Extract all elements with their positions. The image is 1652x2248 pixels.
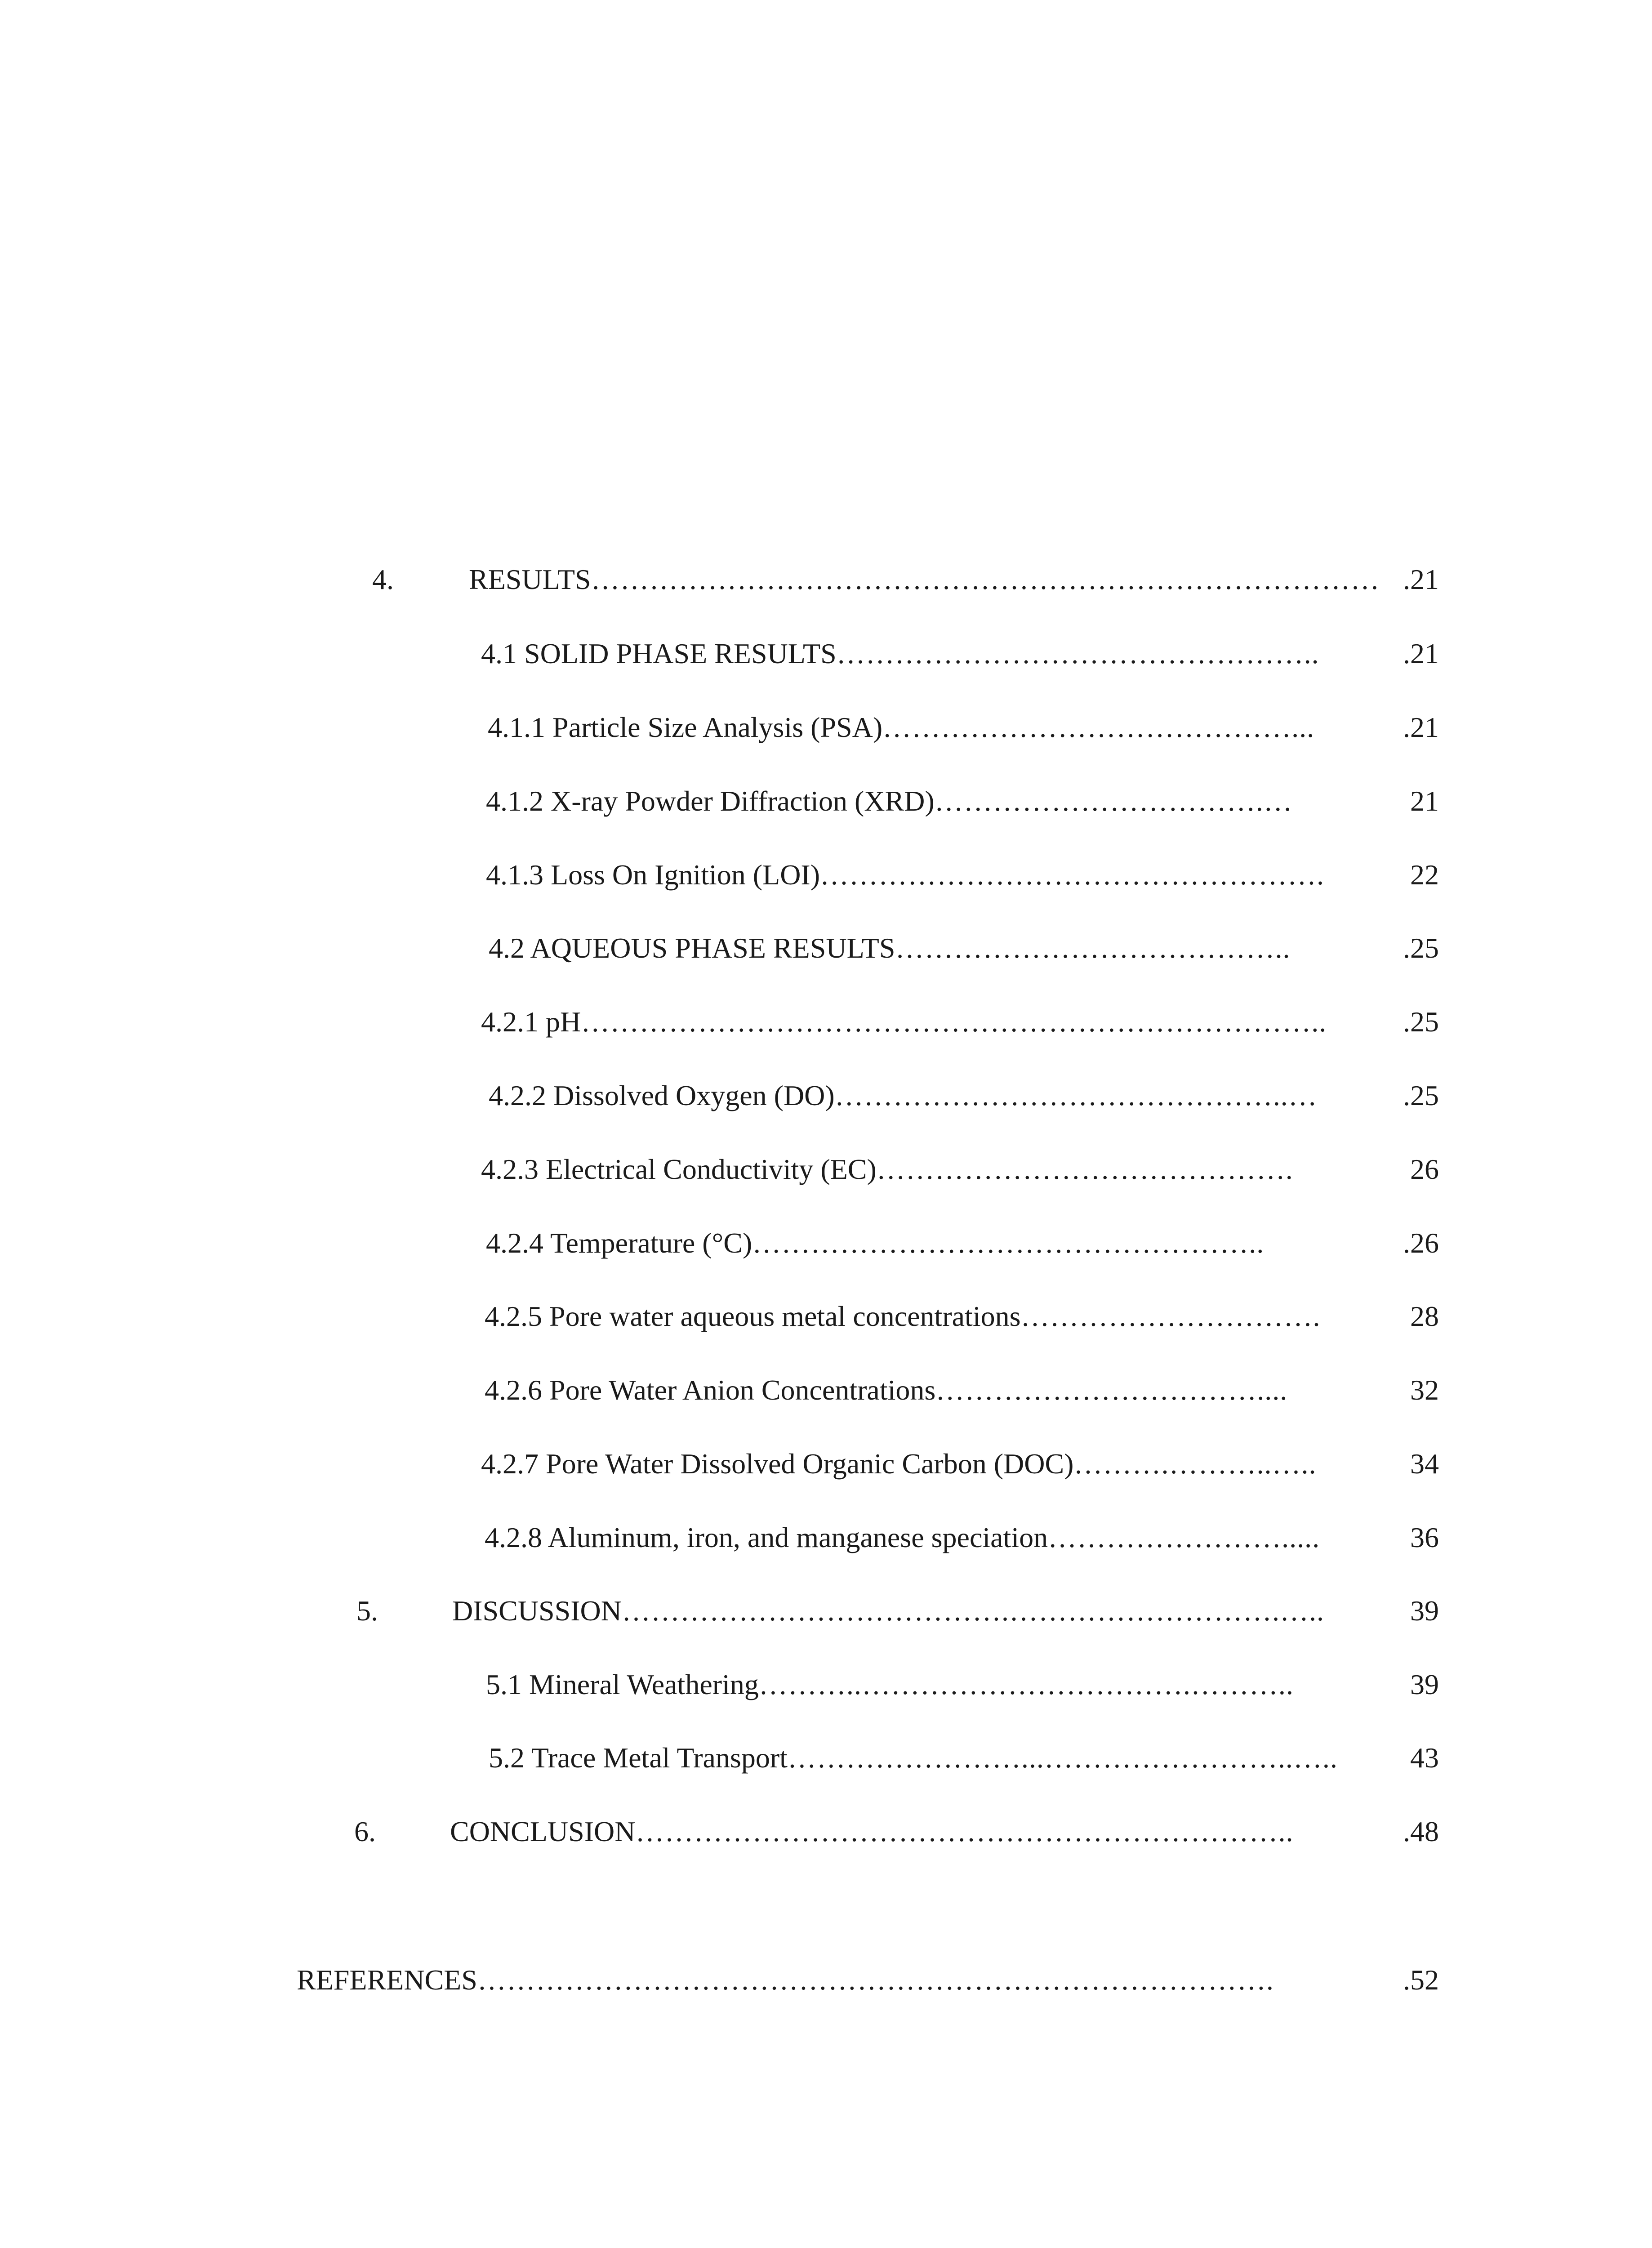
toc-entry-label: 4.2.4 Temperature (°C)	[486, 1227, 753, 1259]
toc-entry-aqueous-phase-results	[489, 930, 1439, 966]
toc-entry-label: 4.1.3 Loss On Ignition (LOI)	[486, 859, 820, 891]
toc-leader-dots: ……….………..…..	[1073, 1448, 1317, 1480]
toc-entry-label: 4.1 SOLID PHASE RESULTS	[481, 638, 837, 669]
toc-entry-loss-on-ignition	[486, 857, 1439, 893]
toc-leader-dots: ……………………...……………………..…..	[787, 1742, 1338, 1774]
toc-entry-number: 6.	[354, 1815, 376, 1847]
toc-entry-label: 4.2.5 Pore water aqueous metal concentrations	[485, 1300, 1021, 1332]
toc-leader-dots: ………..…………………………….………..	[758, 1668, 1294, 1700]
toc-page-number: .52	[1403, 1964, 1439, 1996]
toc-entry-label: 4.2.8 Aluminum, iron, and manganese speciation	[485, 1521, 1048, 1553]
toc-leader-dots: ……………………………………………………………………….	[477, 1964, 1274, 1996]
toc-page-number: .25	[1403, 1006, 1439, 1038]
toc-leader-dots: ……………………………………………..	[752, 1227, 1265, 1259]
toc-page-number: .26	[1403, 1227, 1439, 1259]
toc-entry-label: DISCUSSION	[452, 1595, 622, 1627]
toc-entry-pore-water-anion-concentrations	[485, 1372, 1439, 1408]
toc-leader-dots: …………………………………………..	[836, 638, 1319, 669]
toc-leader-dots: ………………………………………………………………………	[591, 563, 1380, 595]
toc-entry-particle-size-analysis	[488, 709, 1439, 745]
toc-page-number: .21	[1403, 711, 1439, 743]
toc-page-number: 21	[1410, 785, 1439, 817]
toc-leader-dots: ………………………………….……………………….…..	[621, 1595, 1324, 1627]
toc-leader-dots: ………………………….	[1020, 1300, 1321, 1332]
toc-page-number: 39	[1410, 1595, 1439, 1627]
toc-page-number: 26	[1410, 1153, 1439, 1185]
toc-entry-label: RESULTS	[469, 563, 591, 595]
toc-entry-label: 4.2.3 Electrical Conductivity (EC)	[481, 1153, 877, 1185]
toc-leader-dots: ……………………………....	[935, 1374, 1288, 1406]
toc-leader-dots: …………………………………………………………..	[635, 1815, 1294, 1847]
toc-leader-dots: …………………………………..	[895, 932, 1291, 964]
toc-entry-dissolved-organic-carbon	[481, 1446, 1439, 1482]
toc-leader-dots: …………………………………………………………………..	[581, 1006, 1327, 1038]
toc-entry-label: 4.2.2 Dissolved Oxygen (DO)	[489, 1079, 835, 1111]
toc-entry-mineral-weathering	[486, 1667, 1439, 1703]
toc-entry-label: 4.2 AQUEOUS PHASE RESULTS	[489, 932, 895, 964]
toc-entry-label: 4.1.1 Particle Size Analysis (PSA)	[488, 711, 883, 743]
toc-page-number: 39	[1410, 1668, 1439, 1700]
toc-page-number: 22	[1410, 859, 1439, 891]
toc-page-number: 32	[1410, 1374, 1439, 1406]
toc-page-number: 28	[1410, 1300, 1439, 1332]
toc-leader-dots: ……………………………………...	[882, 711, 1315, 743]
toc-entry-label: 4.2.7 Pore Water Dissolved Organic Carbon (DOC)	[481, 1448, 1074, 1480]
toc-page-number: .25	[1403, 1079, 1439, 1111]
toc-leader-dots: ………………………………………..…	[834, 1079, 1318, 1111]
toc-entry-results	[372, 562, 1439, 598]
toc-entry-xrd	[486, 783, 1439, 819]
toc-leader-dots: …………………………………………….	[820, 859, 1325, 891]
toc-page-number: 43	[1410, 1742, 1439, 1774]
toc-entry-discussion	[356, 1593, 1439, 1629]
toc-entry-label: REFERENCES	[297, 1964, 477, 1996]
toc-entry-dissolved-oxygen	[489, 1078, 1439, 1114]
toc-entry-number: 5.	[356, 1595, 378, 1627]
toc-entry-label: 5.1 Mineral Weathering	[486, 1668, 759, 1700]
toc-leader-dots: …………………………………….	[876, 1153, 1293, 1185]
toc-page-number: .48	[1403, 1815, 1439, 1847]
toc-entry-label: 4.2.1 pH	[481, 1006, 581, 1038]
toc-entry-trace-metal-transport	[489, 1740, 1439, 1776]
toc-entry-label: 4.1.2 X-ray Powder Diffraction (XRD)	[486, 785, 935, 817]
toc-entry-number: 4.	[372, 563, 394, 595]
toc-entry-temperature	[486, 1225, 1439, 1261]
toc-page-number: 34	[1410, 1448, 1439, 1480]
toc-entry-metal-speciation	[485, 1520, 1439, 1556]
toc-entry-electrical-conductivity	[481, 1151, 1439, 1187]
toc-entry-solid-phase-results	[481, 636, 1439, 672]
toc-entry-label: 4.2.6 Pore Water Anion Concentrations	[485, 1374, 936, 1406]
toc-leader-dots: …………………………….…	[934, 785, 1293, 817]
toc-page-number: 36	[1410, 1521, 1439, 1553]
toc-entry-label: CONCLUSION	[450, 1815, 636, 1847]
toc-entry-conclusion	[354, 1814, 1439, 1850]
toc-page-number: .21	[1403, 563, 1439, 595]
toc-entry-label: 5.2 Trace Metal Transport	[489, 1742, 788, 1774]
toc-entry-ph	[481, 1004, 1439, 1040]
toc-entry-references	[297, 1962, 1439, 1998]
toc-leader-dots: …………………….....	[1048, 1521, 1320, 1553]
toc-entry-pore-water-metal-concentrations	[485, 1298, 1439, 1334]
toc-page-number: .21	[1403, 638, 1439, 669]
toc-page-number: .25	[1403, 932, 1439, 964]
